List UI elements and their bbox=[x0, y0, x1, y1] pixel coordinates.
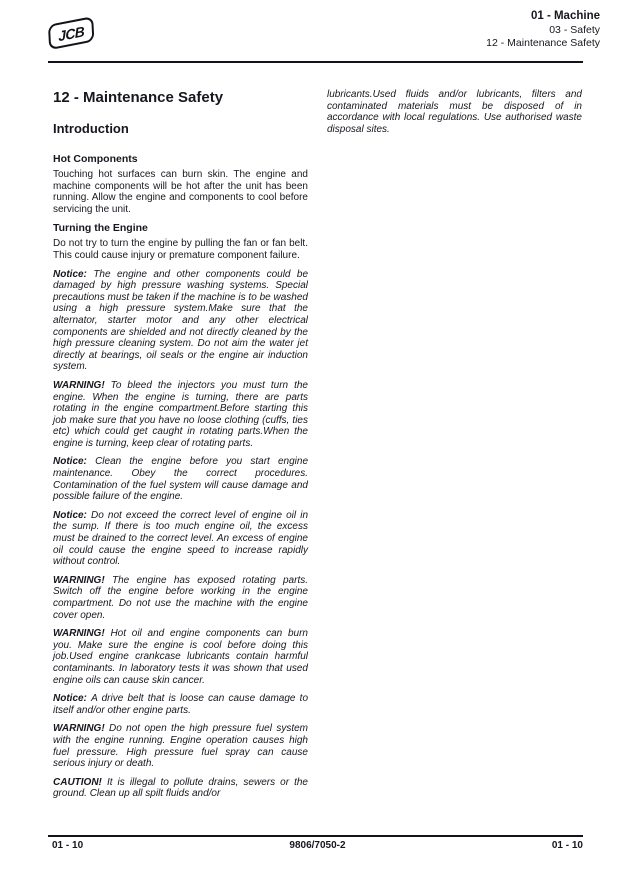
left-column-blocks bbox=[53, 153, 308, 800]
header-divider bbox=[48, 61, 583, 63]
breadcrumb-subsection: 12 - Maintenance Safety bbox=[486, 36, 600, 49]
alert-lead: WARNING! bbox=[53, 574, 112, 586]
alert-lead: Notice: bbox=[53, 693, 92, 705]
alert-paragraph: WARNING! Hot oil and engine components can burn you. Make sure the engine is cool before doing this job.Used engine crankcase lubricants contain harmful contaminants. In laboratory tests it was shown that used engine oils can cause skin cancer. bbox=[53, 628, 308, 686]
alert-lead: Notice: bbox=[53, 509, 91, 521]
page-footer bbox=[48, 840, 583, 851]
alert-lead: Notice: bbox=[53, 268, 94, 280]
paragraph: Do not try to turn the engine by pulling the fan or fan belt. This could cause injury or premature component failure. bbox=[53, 238, 308, 261]
paragraph: Touching hot surfaces can burn skin. The engine and machine components will be hot after the unit has been running. Allow the engine and components to cool before servicing the unit. bbox=[53, 169, 308, 215]
alert-paragraph: Notice: Do not exceed the correct level of engine oil in the sump. If there is too much engine oil, the excess must be drained to the correct level. An excess of engine oil could cause the engine speed to increase rapidly without control. bbox=[53, 509, 309, 568]
alert-paragraph: CAUTION! It is illegal to pollute drains, sewers or the ground. Clean up all spilt fluids and/or bbox=[53, 776, 308, 800]
footer-publication-number: 9806/7050-2 bbox=[289, 840, 346, 851]
continuation-paragraph: lubricants.Used fluids and/or lubricants, filters and contaminated materials must be disposed of in accordance with local regulations. Use authorised waste disposal sites. bbox=[327, 89, 582, 135]
subsection-heading: Turning the Engine bbox=[53, 222, 148, 235]
alert-paragraph: WARNING! The engine has exposed rotating parts. Switch off the engine before working in the engine compartment. Do not use the machine with the engine cover open. bbox=[53, 574, 308, 621]
breadcrumb-section: 03 - Safety bbox=[549, 24, 600, 36]
footer-page-number-right: 01 - 10 bbox=[551, 840, 583, 851]
alert-lead: Notice: bbox=[53, 456, 96, 468]
alert-lead: WARNING! bbox=[53, 628, 111, 640]
section-heading-introduction: Introduction bbox=[53, 121, 129, 136]
alert-paragraph: Notice: A drive belt that is loose can cause damage to itself and/or other engine parts. bbox=[53, 693, 309, 716]
alert-lead: WARNING! bbox=[53, 723, 110, 735]
alert-paragraph: Notice: The engine and other components could be damaged by high pressure washing systems. Special precautions must be taken if the machine is to be washed using a high pressure system.Make sure that the alternator, starter motor and any other electrical components are shielded and not directly cleaned by the high pressure cleaning system. Do not aim the water jet directly at bearings, oil seals or the engine air induction system. bbox=[53, 268, 309, 373]
page-body bbox=[53, 89, 582, 807]
breadcrumb-chapter: 01 - Machine bbox=[530, 10, 600, 22]
jcb-logo-shape bbox=[48, 16, 94, 50]
header-breadcrumbs bbox=[486, 9, 600, 49]
left-column bbox=[53, 89, 308, 807]
alert-paragraph: Notice: Clean the engine before you start engine maintenance. Obey the correct procedures. Contamination of the fuel system will cause damage and possible failure of the engine. bbox=[53, 456, 309, 503]
alert-paragraph: WARNING! Do not open the high pressure fuel system with the engine running. Engine operation causes high fuel pressure. High pressure fuel spray can cause serious injury or death. bbox=[53, 723, 308, 770]
page-title: 12 - Maintenance Safety bbox=[53, 89, 224, 106]
jcb-logo bbox=[46, 17, 100, 53]
alert-lead: CAUTION! bbox=[53, 776, 107, 788]
alert-paragraph: WARNING! To bleed the injectors you must turn the engine. When the engine is turning, there are parts rotating in the engine compartment.Before starting this job make sure that you have no loose clothing (cuffs, ties etc) which could get caught in rotating parts.When the engine is turning, keep clear of rotating parts. bbox=[53, 379, 308, 449]
footer-page-number-left: 01 - 10 bbox=[52, 840, 84, 851]
footer-divider bbox=[48, 835, 583, 837]
alert-lead: WARNING! bbox=[53, 379, 111, 391]
right-column bbox=[327, 89, 582, 807]
subsection-heading: Hot Components bbox=[53, 153, 138, 165]
jcb-logo-text: JCB bbox=[57, 22, 85, 44]
